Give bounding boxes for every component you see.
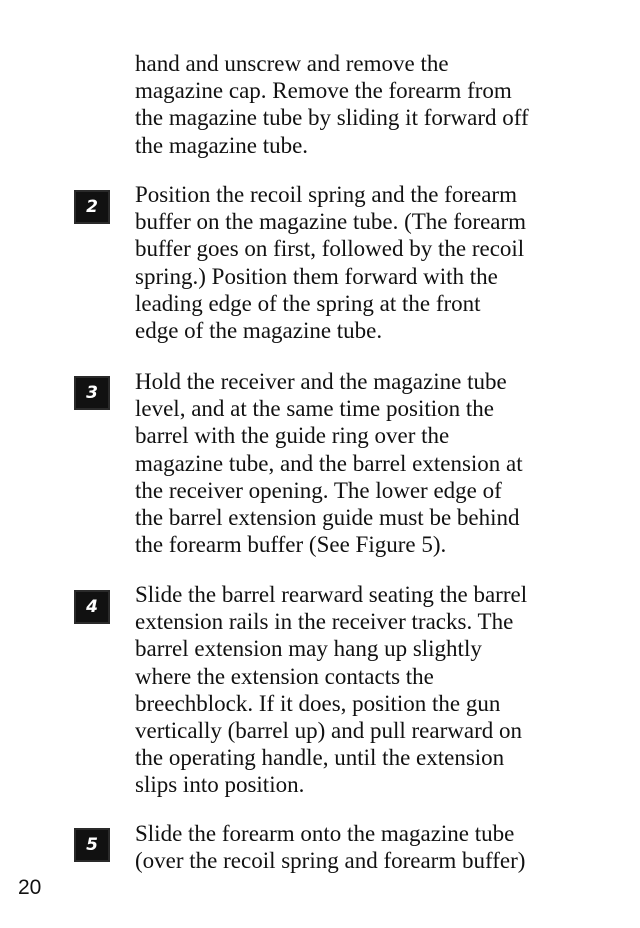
text-line: barrel extension may hang up slightly [135,636,482,662]
text-line: the receiver opening. The lower edge of [135,477,502,503]
text-line: leading edge of the spring at the front [135,290,481,316]
text-line: magazine cap. Remove the forearm from [135,78,512,104]
step-number-badge: 4 [74,590,110,624]
text-line: the barrel extension guide must be behind [135,505,520,531]
text-line: (over the recoil spring and forearm buffer) [135,848,526,874]
text-line: Slide the barrel rearward seating the barrel [135,582,528,607]
step-number-badge: 5 [74,828,110,862]
step-paragraph [135,368,585,558]
page-number: 20 [18,876,42,899]
text-line: the operating handle, until the extension [135,745,505,771]
text-line: Slide the forearm onto the magazine tube [135,821,515,846]
text-line: extension rails in the receiver tracks. The [135,609,514,635]
text-line: buffer goes on first, followed by the recoil [135,236,525,262]
text-line: Position the recoil spring and the forearm [135,182,517,207]
step-paragraph [135,581,585,799]
step-paragraph [135,181,585,344]
step-paragraph [135,820,585,874]
text-line: vertically (barrel up) and pull rearward on [135,718,522,744]
text-line: magazine tube, and the barrel extension at [135,450,523,476]
text-line: the magazine tube. [135,132,309,158]
text-line: spring.) Position them forward with the [135,263,498,289]
intro-paragraph [135,50,585,159]
step-number-badge: 2 [74,190,110,224]
text-line: the magazine tube by sliding it forward off [135,105,529,131]
text-line: level, and at the same time position the [135,396,494,422]
text-line: edge of the magazine tube. [135,318,383,344]
text-line: Hold the receiver and the magazine tube [135,369,507,394]
text-line: slips into position. [135,772,305,798]
text-line: barrel with the guide ring over the [135,423,450,449]
text-line: the forearm buffer (See Figure 5). [135,532,447,558]
step-number-badge: 3 [74,376,110,410]
text-line: where the extension contacts the [135,663,434,689]
text-line: breechblock. If it does, position the gun [135,690,501,716]
text-line: hand and unscrew and remove the [135,51,449,76]
text-line: buffer on the magazine tube. (The forearm [135,209,527,235]
